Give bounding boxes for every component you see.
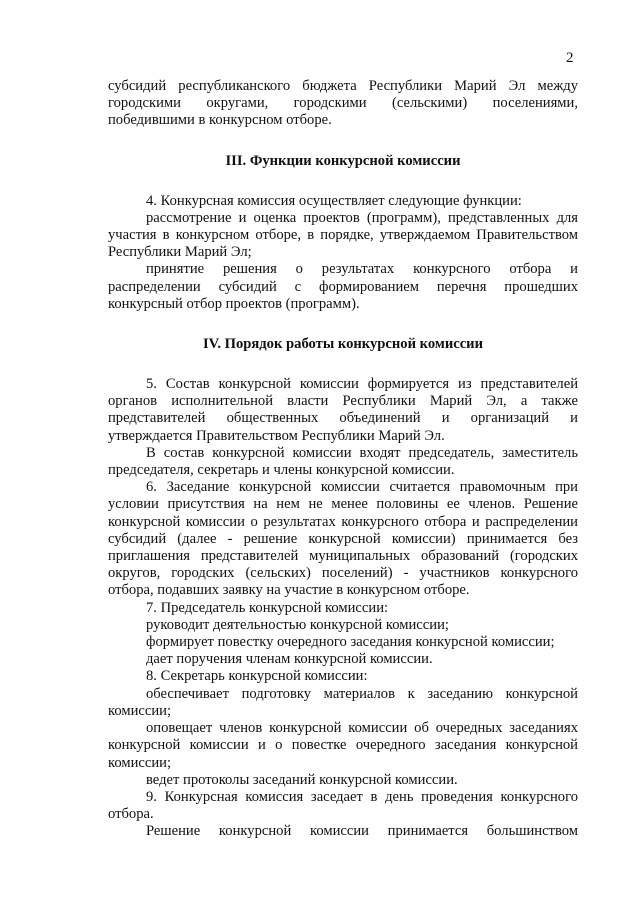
paragraph-4: 4. Конкурсная комиссия осуществляет следующие функции: — [146, 192, 522, 209]
paragraph-composition: В состав конкурсной комиссии входят председатель, заместитель председателя, секретарь и члены конкурсной комиссии. — [108, 444, 578, 479]
section-4-heading: IV. Порядок работы конкурсной комиссии — [203, 336, 483, 353]
function-item-decision: принятие решения о результатах конкурсного отбора и распределении субсидий с формированием перечня прошедших конкурсный отбор проектов (программ). — [108, 261, 578, 312]
page-number: 2 — [566, 50, 574, 66]
paragraph-9: 9. Конкурсная комиссия заседает в день проведения конкурсного отбора. — [108, 788, 578, 823]
secretary-duty-2: оповещает членов конкурсной комиссии об очередных заседаниях конкурсной комиссии и о повестке очередного заседания конкурсной комиссии; — [108, 720, 578, 771]
chairman-duty-3: дает поручения членам конкурсной комиссии. — [146, 651, 433, 668]
document-body — [108, 78, 578, 841]
paragraph-6: 6. Заседание конкурсной комиссии считается правомочным при условии присутствия на нем не менее половины ее членов. Решение конкурсной комиссии о результатах конкурсного отбора и распределении субсидий (далее - решение конкурсной комиссии) принимается без приглашения представителей муниципальных образований (городских округов, городских (сельских) поселений) - участников конкурсного отбора, подавших заявку на участие в конкурсном отборе. — [108, 479, 578, 599]
secretary-duty-3: ведет протоколы заседаний конкурсной комиссии. — [146, 771, 458, 788]
paragraph-7: 7. Председатель конкурсной комиссии: — [146, 599, 389, 616]
function-item-review: рассмотрение и оценка проектов (программ), представленных для участия в конкурсном отборе, в порядке, утверждаемом Правительством Республики Марий Эл; — [108, 209, 578, 261]
chairman-duty-2: формирует повестку очередного заседания конкурсной комиссии; — [146, 634, 555, 651]
section-3-heading: III. Функции конкурсной комиссии — [225, 152, 461, 169]
paragraph-8: 8. Секретарь конкурсной комиссии: — [146, 668, 368, 685]
paragraph-decision-majority: Решение конкурсной комиссии принимается большинством — [146, 823, 578, 840]
chairman-duty-1: руководит деятельностью конкурсной комиссии; — [146, 616, 449, 633]
intro-paragraph: субсидий республиканского бюджета Республики Марий Эл между городскими округами, городскими (сельскими) поселениями, победившими в конкурсном отборе. — [108, 78, 578, 129]
secretary-duty-1: обеспечивает подготовку материалов к заседанию конкурсной комиссии; — [108, 685, 578, 719]
paragraph-5: 5. Состав конкурсной комиссии формируется из представителей органов исполнительной власти Республики Марий Эл, а также представителей общественных объединений и организаций и утверждается Правительством Республики Марий Эл. — [108, 376, 578, 444]
